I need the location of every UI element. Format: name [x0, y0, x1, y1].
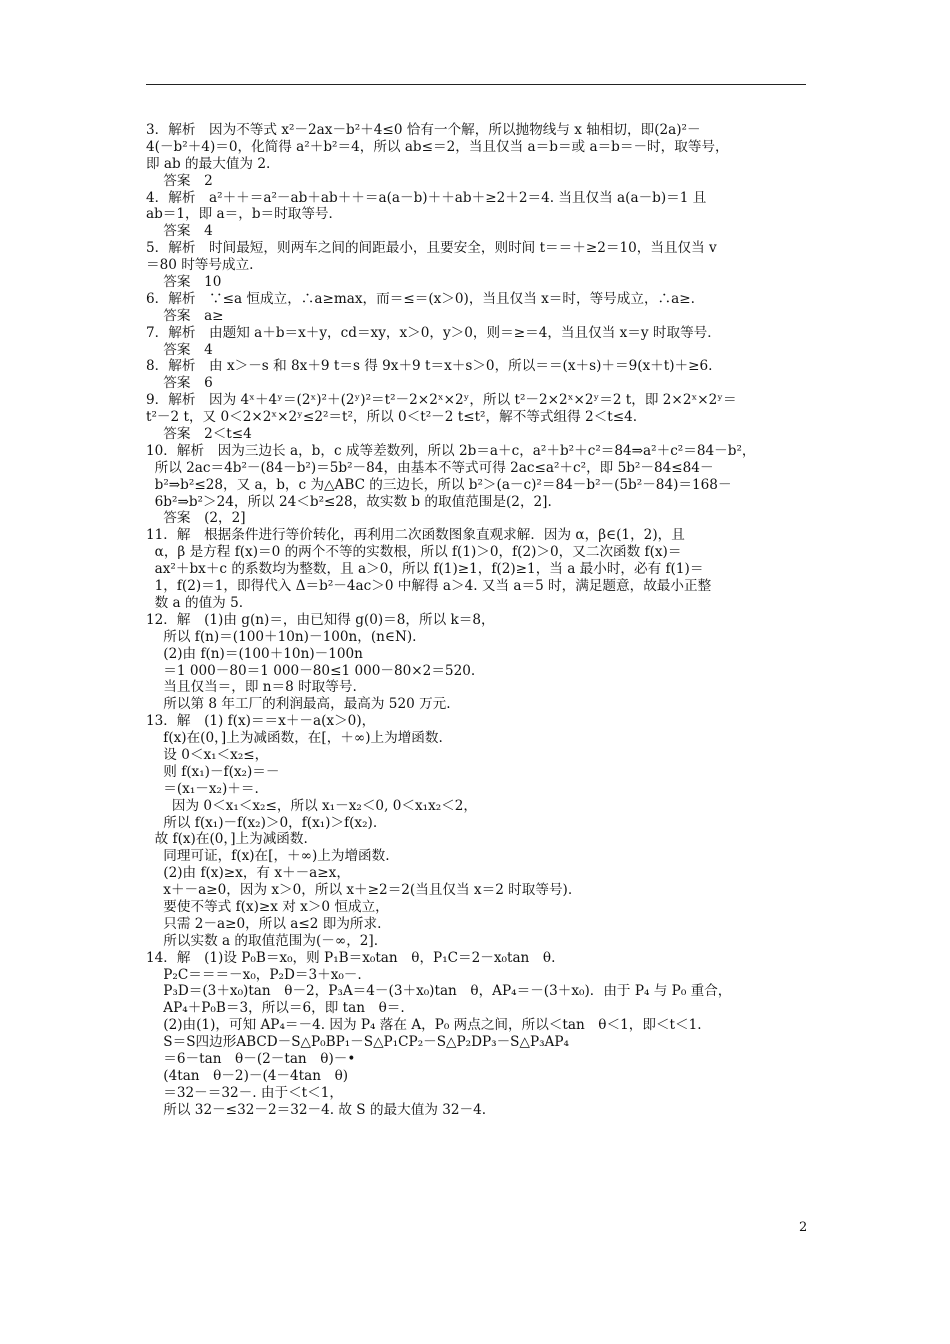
text-line: t²－2 t，又 0＜2×2ˣ×2ʸ≤2²＝t²，所以 0＜t²－2 t≤t²，解不等式组得 2＜t≤4.	[146, 409, 638, 426]
text-line: 9．解析 因为 4ˣ＋4ʸ＝(2ˣ)²＋(2ʸ)²＝t²－2×2ˣ×2ʸ，所以 t²－2×2ˣ×2ʸ＝2 t，即 2×2ˣ×2ʸ＝	[146, 392, 737, 409]
text-line: 只需 2－a≥0，所以 a≤2 即为所求.	[146, 915, 382, 932]
text-line: 3．解析 因为不等式 x²－2ax－b²＋4≤0 恰有一个解，所以抛物线与 x 轴相切，即(2a)²－	[146, 122, 701, 138]
text-line: ＝(x₁－x₂)＋＝.	[146, 780, 259, 797]
text-line: 所以 2ac＝4b²－(84－b²)＝5b²－84，由基本不等式可得 2ac≤a²＋c²，即 5b²－84≤84－	[146, 459, 714, 476]
text-line: (4tan θ－2)－(4－4tan θ)	[146, 1067, 349, 1084]
text-line: 5．解析 时间最短，则两车之间的间距最小，且要安全，则时间 t＝＝＋≥2＝10，当且仅当 v	[146, 240, 717, 257]
text-line: ＝80 时等号成立.	[146, 257, 254, 274]
text-line: x＋－a≥0，因为 x＞0，所以 x＋≥2＝2(当且仅当 x＝2 时取等号).	[146, 882, 573, 899]
text-line: AP₄＋P₀B＝3，所以＝6，即 tan θ＝.	[146, 1000, 405, 1017]
text-line: 同理可证，f(x)在[，＋∞)上为增函数.	[146, 848, 390, 865]
text-line: ab＝1，即 a＝，b＝时取等号．	[146, 206, 343, 223]
text-line: 答案 4	[146, 223, 213, 240]
text-line: 答案 10	[146, 274, 222, 291]
text-line: (2)由(1)，可知 AP₄＝－4. 因为 P₄ 落在 A，P₀ 两点之间，所以＜tan θ＜1，即＜t＜1.	[146, 1017, 702, 1034]
text-line: 所以 f(x₁)－f(x₂)＞0，f(x₁)＞f(x₂).	[146, 814, 378, 831]
page-number: 2	[799, 1220, 808, 1235]
text-line: P₃D＝(3＋x₀)tan θ－2，P₃A＝4－(3＋x₀)tan θ，AP₄＝－(3＋x₀)．由于 P₄ 与 P₀ 重合，	[146, 983, 732, 1000]
text-line: 7．解析 由题知 a＋b＝x＋y，cd＝xy，x＞0，y＞0，则＝≥＝4，当且仅当 x＝y 时取等号．	[146, 324, 721, 341]
text-line: 8．解析 由 x＞－s 和 8x＋9 t＝s 得 9x＋9 t＝x＋s＞0，所以＝＝(x＋s)＋＝9(x＋t)＋≥6.	[146, 358, 713, 375]
text-line: S＝S四边形ABCD－S△P₀BP₁－S△P₁CP₂－S△P₂DP₃－S△P₃AP₄	[146, 1034, 569, 1051]
text-line: 所以第 8 年工厂的利润最高，最高为 520 万元.	[146, 696, 451, 713]
text-line: 12．解 (1)由 g(n)＝，由已知得 g(0)＝8，所以 k＝8，	[146, 611, 495, 628]
text-line: P₂C＝＝＝－x₀，P₂D＝3＋x₀－.	[146, 966, 362, 983]
text-line: 1，f(2)＝1，即得代入 Δ＝b²－4ac＞0 中解得 a＞4. 又当 a＝5 时，满足题意，故最小正整	[146, 578, 712, 595]
text-line: 答案 2	[146, 172, 213, 189]
text-line: 所以 32－≤32－2＝32－4. 故 S 的最大值为 32－4.	[146, 1101, 487, 1118]
answer-text-block	[146, 122, 816, 1119]
text-line: 因为 0＜x₁＜x₂≤，所以 x₁－x₂＜0, 0＜x₁x₂＜2，	[146, 797, 478, 814]
text-line: 故 f(x)在(0，]上为减函数.	[146, 831, 308, 848]
text-line: α，β 是方程 f(x)＝0 的两个不等的实数根，所以 f(1)＞0，f(2)＞0，又二次函数 f(x)＝	[146, 544, 682, 561]
text-line: 10．解析 因为三边长 a，b，c 成等差数列，所以 2b＝a＋c，a²＋b²＋c²＝84⇒a²＋c²＝84－b²，	[146, 442, 756, 459]
text-line: 所以 f(n)＝(100＋10n)－100n，(n∈N).	[146, 628, 417, 645]
text-line: ＝1 000－80＝1 000－80≤1 000－80×2＝520.	[146, 662, 476, 679]
text-line: 答案 (2，2]	[146, 510, 246, 527]
text-line: (2)由 f(x)≥x，有 x＋－a≥x，	[146, 865, 350, 882]
text-line: 要使不等式 f(x)≥x 对 x＞0 恒成立，	[146, 898, 389, 915]
text-line: 答案 4	[146, 341, 213, 358]
text-line: 所以实数 a 的取值范围为(－∞，2].	[146, 932, 379, 949]
text-line: ＝6－tan θ－(2－tan θ)－•	[146, 1050, 356, 1067]
text-line: ax²＋bx＋c 的系数均为整数，且 a＞0，所以 f(1)≥1，f(2)≥1，当 a 最小时，必有 f(1)＝	[146, 561, 704, 578]
text-line: 4(－b²＋4)＝0，化简得 a²＋b²＝4，所以 ab≤＝2，当且仅当 a＝b＝或 a＝b＝－时，取等号，	[146, 138, 729, 155]
text-line: ＝32－＝32－. 由于＜t＜1，	[146, 1084, 343, 1101]
text-line: 14．解 (1)设 P₀B＝x₀，则 P₁B＝x₀tan θ，P₁C＝2－x₀tan θ.	[146, 949, 556, 966]
text-line: (2)由 f(n)＝(100＋10n)－100n	[146, 645, 363, 662]
text-line: 6b²⇒b²＞24，所以 24＜b²≤28，故实数 b 的取值范围是(2，2].	[146, 493, 552, 510]
text-line: 数 a 的值为 5.	[146, 594, 244, 611]
text-line: 答案 2＜t≤4	[146, 426, 252, 443]
text-line: b²⇒b²≤28，又 a，b，c 为△ABC 的三边长，所以 b²＞(a－c)²＝84－b²－(5b²－84)＝168－	[146, 476, 732, 493]
text-line: 4．解析 a²＋＋＝a²－ab＋ab＋＋＝a(a－b)＋＋ab＋≥2＋2＝4. 当且仅当 a(a－b)＝1 且	[146, 189, 707, 206]
header-rule	[146, 84, 806, 85]
text-line: 6．解析 ∵≤a 恒成立，∴a≥max，而＝≤＝(x＞0)，当且仅当 x＝时，等号成立，∴a≥.	[146, 290, 695, 307]
text-line: 即 ab 的最大值为 2.	[146, 155, 271, 172]
text-line: 11．解 根据条件进行等价转化，再利用二次函数图象直观求解．因为 α，β∈(1，2)，且	[146, 527, 685, 544]
text-line: 当且仅当＝，即 n＝8 时取等号.	[146, 679, 357, 696]
text-line: 答案 6	[146, 375, 213, 392]
text-line: 答案 a≥	[146, 307, 224, 324]
text-line: f(x)在(0，]上为减函数，在[，＋∞)上为增函数.	[146, 730, 443, 747]
text-line: 则 f(x₁)－f(x₂)＝－	[146, 763, 280, 780]
text-line: 13．解 (1) f(x)＝＝x＋－a(x＞0)，	[146, 713, 376, 730]
text-line: 设 0＜x₁＜x₂≤，	[146, 746, 269, 763]
